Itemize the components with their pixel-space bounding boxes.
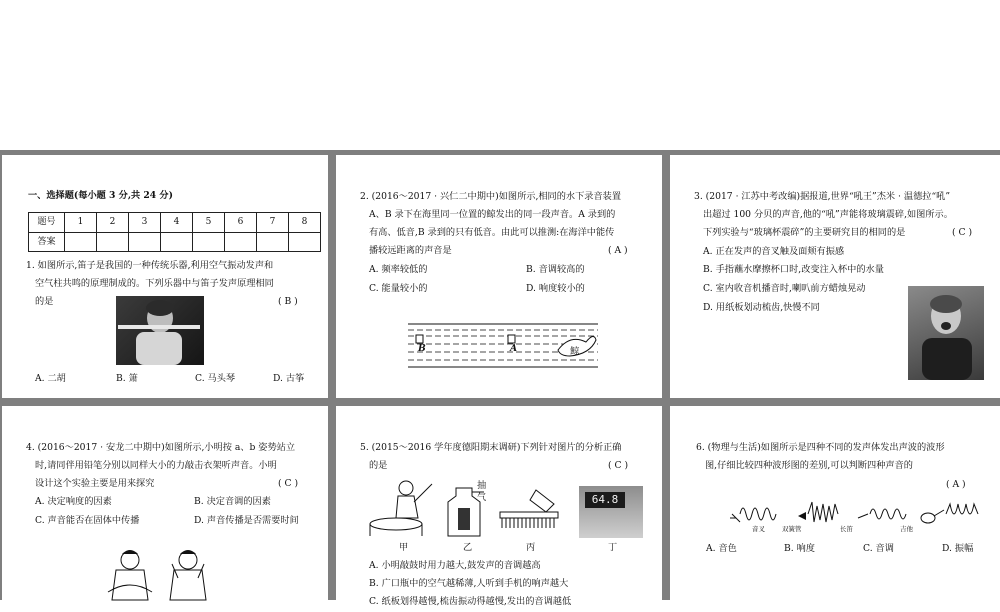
question-line: 播较远距离的声音是 xyxy=(369,245,452,256)
question-line: 4. (2016～2017 · 安龙二中期中)如图所示,小明按 a、b 姿势站立 xyxy=(26,442,296,453)
question-line: 6. (物理与生活)如图所示是四种不同的发声体发出声波的波形 xyxy=(696,442,945,453)
table-cell: 3 xyxy=(129,213,161,233)
table-cell: 1 xyxy=(65,213,97,233)
table-cell: 题号 xyxy=(29,213,65,233)
table-cell: 2 xyxy=(97,213,129,233)
option-d[interactable]: D. 声音传播是否需要时间 xyxy=(194,515,299,526)
noise-meter-photo xyxy=(579,486,643,538)
option-b[interactable]: B. 决定音调的因素 xyxy=(194,496,271,507)
option-b[interactable]: B. 音调较高的 xyxy=(526,264,585,275)
figure-label-b: B xyxy=(418,343,426,354)
table-cell: 4 xyxy=(161,213,193,233)
question-line: A、B 录下在海里同一位置的鲸发出的同一段声音。A 录到的 xyxy=(369,209,616,220)
option-d[interactable]: D. 响度较小的 xyxy=(526,283,585,294)
table-cell: 6 xyxy=(225,213,257,233)
option-c[interactable]: C. 纸板划得越慢,梳齿振动得越慢,发出的音调越低 xyxy=(369,596,572,607)
singer-photo xyxy=(908,286,984,380)
comb-figure xyxy=(496,486,562,536)
question-line: 时,请同伴用铅笔分别以同样大小的力敲击衣架听声音。小明 xyxy=(35,460,277,471)
question-panel-4[interactable] xyxy=(2,406,328,600)
pump-label: 气 xyxy=(477,492,487,503)
drum-figure xyxy=(366,478,436,538)
pump-label: 抽 xyxy=(477,480,487,491)
waveform-figure xyxy=(728,496,998,530)
figure-label-yi: 乙 xyxy=(463,542,473,553)
noise-meter-display: 64.8 xyxy=(585,492,625,508)
table-cell: 答案 xyxy=(29,232,65,252)
question-panel-1[interactable] xyxy=(2,155,328,398)
option-b[interactable]: B. 手指蘸水摩擦杯口时,改变注入杯中的水量 xyxy=(703,264,884,275)
section-title: 一、选择题(每小题 3 分,共 24 分) xyxy=(28,190,173,201)
option-a[interactable]: A. 决定响度的因素 xyxy=(35,496,112,507)
table-cell[interactable] xyxy=(97,232,129,252)
table-cell[interactable] xyxy=(129,232,161,252)
table-cell[interactable] xyxy=(225,232,257,252)
instrument-label: 音叉 xyxy=(752,525,765,533)
question-line: 的是 xyxy=(369,460,388,471)
table-cell[interactable] xyxy=(161,232,193,252)
table-cell[interactable] xyxy=(193,232,225,252)
answer-marker: ( B ) xyxy=(278,296,298,307)
table-cell[interactable] xyxy=(289,232,321,252)
slide-grid xyxy=(0,150,1000,607)
question-line: 5. (2015～2016 学年度德阳期末调研)下列针对图片的分析正确 xyxy=(360,442,622,453)
figure-label-ding: 丁 xyxy=(608,542,618,553)
option-b[interactable]: B. 广口瓶中的空气越稀薄,人听到手机的响声越大 xyxy=(369,578,569,589)
question-line: 空气柱共鸣的原理制成的。下列乐器中与笛子发声原理相同 xyxy=(35,278,274,289)
instrument-label: 长笛 xyxy=(840,525,853,533)
question-line: 出超过 100 分贝的声音,他的“吼”声能将玻璃震碎,如图所示。 xyxy=(703,209,953,220)
figure-label-jia: 甲 xyxy=(399,542,409,553)
option-a[interactable]: A. 正在发声的音叉触及面颊有振感 xyxy=(703,246,845,257)
option-c[interactable]: C. 声音能否在固体中传播 xyxy=(35,515,140,526)
figure-label-bing: 丙 xyxy=(526,542,536,553)
instrument-label: 吉他 xyxy=(900,525,913,533)
table-cell: 8 xyxy=(289,213,321,233)
question-panel-5[interactable] xyxy=(336,406,662,607)
option-c[interactable]: C. 音调 xyxy=(863,543,894,554)
question-panel-6[interactable] xyxy=(670,406,1000,600)
question-panel-2[interactable] xyxy=(336,155,662,398)
answer-marker: ( C ) xyxy=(608,460,629,471)
answer-marker: ( A ) xyxy=(608,245,628,256)
question-line: 2. (2016～2017 · 兴仁二中期中)如图所示,相同的水下录音装置 xyxy=(360,191,622,202)
hanger-experiment-figure xyxy=(102,548,222,600)
question-line: 设计这个实验主要是用来探究 xyxy=(35,478,155,489)
figure-label-a: A xyxy=(510,343,518,354)
table-cell[interactable] xyxy=(257,232,289,252)
table-cell: 7 xyxy=(257,213,289,233)
answer-marker: ( C ) xyxy=(278,478,299,489)
option-d[interactable]: D. 古筝 xyxy=(273,373,305,384)
flute-boy-photo xyxy=(116,296,204,365)
question-line: 1. 如图所示,笛子是我国的一种传统乐器,利用空气振动发声和 xyxy=(26,260,274,271)
question-line: 图,仔细比较四种波形图的差别,可以判断四种声音的 xyxy=(705,460,913,471)
question-line: 有高、低音,B 录到的只有低音。由此可以推测:在海洋中能传 xyxy=(369,227,615,238)
option-c[interactable]: C. 马头琴 xyxy=(195,373,236,384)
table-cell: 5 xyxy=(193,213,225,233)
question-line: 3. (2017 · 江苏中考改编)据报道,世界“吼王”杰米 · 温德拉“吼” xyxy=(694,191,951,202)
answer-marker: ( A ) xyxy=(946,479,966,490)
top-blank-area xyxy=(0,0,1000,150)
question-panel-3[interactable] xyxy=(670,155,1000,398)
option-a[interactable]: A. 小明敲鼓时用力越大,鼓发声的音调越高 xyxy=(369,560,541,571)
option-b[interactable]: B. 响度 xyxy=(784,543,815,554)
table-cell[interactable] xyxy=(65,232,97,252)
table-row xyxy=(29,232,321,252)
question-line: 的是 xyxy=(35,296,54,307)
option-c[interactable]: C. 能量较小的 xyxy=(369,283,428,294)
option-a[interactable]: A. 二胡 xyxy=(35,373,66,384)
option-d[interactable]: D. 振幅 xyxy=(942,543,974,554)
answer-marker: ( C ) xyxy=(952,227,973,238)
question-line: 下列实验与“玻璃杯震碎”的主要研究目的相同的是 xyxy=(703,227,906,238)
table-row xyxy=(29,213,321,233)
option-b[interactable]: B. 箫 xyxy=(116,373,138,384)
option-a[interactable]: A. 频率较低的 xyxy=(369,264,428,275)
option-a[interactable]: A. 音色 xyxy=(706,543,737,554)
answer-table xyxy=(28,212,321,252)
instrument-label: 双簧管 xyxy=(782,525,802,533)
option-c[interactable]: C. 室内收音机播音时,喇叭前方蜡烛晃动 xyxy=(703,283,866,294)
figure-label-whale: 鲸 xyxy=(570,346,580,357)
option-d[interactable]: D. 用纸板划动梳齿,快慢不同 xyxy=(703,302,820,313)
